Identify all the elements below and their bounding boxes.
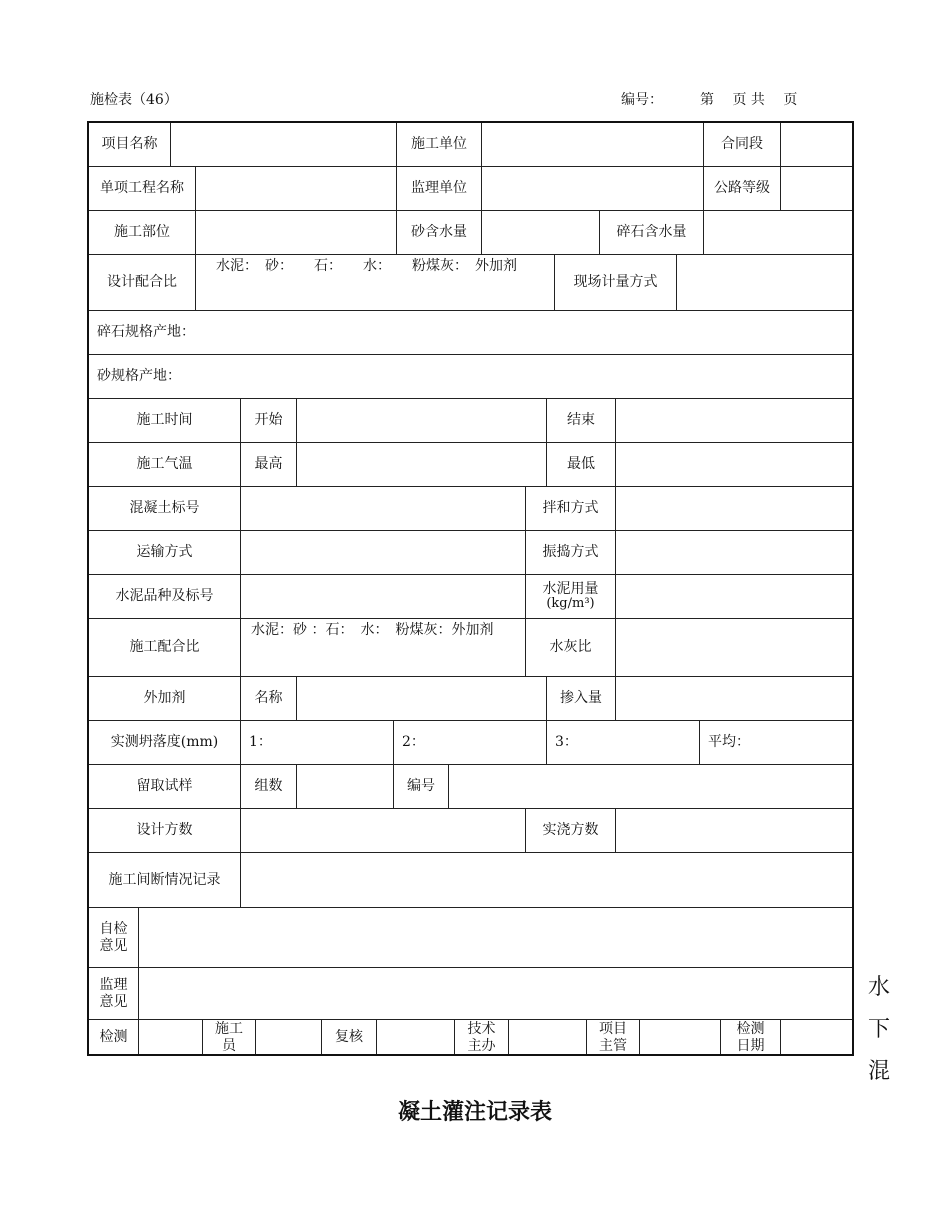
- highway-grade-label: 公路等级: [703, 166, 780, 210]
- construction-unit-label: 施工单位: [396, 122, 481, 166]
- design-mix-ratio-label: 设计配合比: [88, 254, 195, 310]
- construction-time-label: 施工时间: [88, 398, 240, 442]
- side-title-char-3: 混: [868, 1059, 891, 1084]
- inspection-date-field[interactable]: [780, 1019, 852, 1055]
- tech-lead-field[interactable]: [508, 1019, 586, 1055]
- cement-type-label: 水泥品种及标号: [88, 574, 240, 618]
- supervision-opinion-field[interactable]: [138, 967, 852, 1019]
- start-time-field[interactable]: [296, 398, 546, 442]
- self-check-field[interactable]: [138, 907, 852, 967]
- actual-volume-field[interactable]: [615, 808, 852, 852]
- transport-method-field[interactable]: [240, 530, 525, 574]
- min-temp-field[interactable]: [615, 442, 852, 486]
- inspection-date-label-line2: 日期: [736, 1037, 765, 1054]
- actual-volume-label: 实浇方数: [525, 808, 615, 852]
- worker-label-line1: 施工: [215, 1020, 243, 1037]
- contract-section-field[interactable]: [780, 122, 852, 166]
- concrete-grade-label: 混凝土标号: [88, 486, 240, 530]
- construction-mix-ratio-label: 施工配合比: [88, 618, 240, 676]
- self-check-label-line2: 意见: [99, 937, 128, 954]
- max-temp-label: 最高: [240, 442, 296, 486]
- group-count-label: 组数: [240, 764, 296, 808]
- project-manager-label-line1: 项目: [599, 1020, 627, 1037]
- admixture-label: 外加剂: [88, 676, 240, 720]
- start-label: 开始: [240, 398, 296, 442]
- construction-part-label: 施工部位: [88, 210, 195, 254]
- gravel-origin-field[interactable]: 碎石规格产地：: [88, 310, 852, 354]
- tech-lead-label-line1: 技术: [467, 1020, 496, 1037]
- highway-grade-field[interactable]: [780, 166, 852, 210]
- dosage-field[interactable]: [615, 676, 852, 720]
- tech-lead-label: [454, 1019, 508, 1055]
- cement-amount-text: 水泥用量: [542, 580, 599, 597]
- design-volume-field[interactable]: [240, 808, 525, 852]
- slump-2-field[interactable]: 2：: [393, 720, 546, 764]
- site-metering-field[interactable]: [676, 254, 852, 310]
- slump-average-field[interactable]: 平均：: [699, 720, 852, 764]
- vibration-method-field[interactable]: [615, 530, 852, 574]
- sand-origin-field[interactable]: 砂规格产地：: [88, 354, 852, 398]
- mixing-method-field[interactable]: [615, 486, 852, 530]
- samples-label: 留取试样: [88, 764, 240, 808]
- serial-number-label: 编号：: [621, 92, 663, 108]
- admixture-name-field[interactable]: [296, 676, 546, 720]
- dosage-label: 掺入量: [546, 676, 615, 720]
- supervision-opinion-label: [88, 967, 138, 1019]
- inspection-date-label: [720, 1019, 780, 1055]
- review-field[interactable]: [376, 1019, 454, 1055]
- supervision-unit-label: 监理单位: [396, 166, 481, 210]
- inspection-date-label-line1: 检测: [736, 1020, 765, 1037]
- sub-project-name-label: 单项工程名称: [88, 166, 195, 210]
- cement-amount-unit: (kg/m³): [546, 596, 595, 612]
- side-title-char-1: 水: [868, 975, 891, 1000]
- project-name-field[interactable]: [170, 122, 396, 166]
- slump-label: 实测坍落度(mm): [88, 720, 240, 764]
- project-manager-label-line2: 主管: [599, 1037, 627, 1054]
- inspector-field[interactable]: [138, 1019, 202, 1055]
- design-volume-label: 设计方数: [88, 808, 240, 852]
- project-manager-field[interactable]: [639, 1019, 720, 1055]
- tech-lead-label-line2: 主办: [467, 1037, 496, 1054]
- page-title: 凝土灌注记录表: [397, 1100, 552, 1125]
- sample-serial-field[interactable]: [448, 764, 852, 808]
- vibration-method-label: 振捣方式: [525, 530, 615, 574]
- page-count-label: 第 页 共 页: [700, 92, 798, 108]
- supervision-unit-field[interactable]: [481, 166, 703, 210]
- slump-1-field[interactable]: 1：: [240, 720, 393, 764]
- project-manager-label: [586, 1019, 639, 1055]
- site-metering-label: 现场计量方式: [554, 254, 676, 310]
- supervision-label-line1: 监理: [99, 976, 128, 993]
- side-title-char-2: 下: [868, 1017, 891, 1042]
- form-number: 施检表（46）: [90, 92, 178, 108]
- construction-temp-label: 施工气温: [88, 442, 240, 486]
- sub-project-name-field[interactable]: [195, 166, 396, 210]
- sand-moisture-label: 砂含水量: [396, 210, 481, 254]
- supervision-label-line2: 意见: [99, 993, 128, 1010]
- transport-method-label: 运输方式: [88, 530, 240, 574]
- water-cement-ratio-label: 水灰比: [525, 618, 615, 676]
- project-name-label: 项目名称: [88, 122, 170, 166]
- sand-moisture-field[interactable]: [481, 210, 599, 254]
- contract-section-label: 合同段: [703, 122, 780, 166]
- mixing-method-label: 拌和方式: [525, 486, 615, 530]
- construction-unit-field[interactable]: [481, 122, 703, 166]
- cement-amount-field[interactable]: [615, 574, 852, 618]
- gravel-moisture-field[interactable]: [703, 210, 852, 254]
- worker-field[interactable]: [255, 1019, 321, 1055]
- admixture-name-label: 名称: [240, 676, 296, 720]
- interruption-record-label: 施工间断情况记录: [88, 852, 240, 907]
- min-temp-label: 最低: [546, 442, 615, 486]
- interruption-record-field[interactable]: [240, 852, 852, 907]
- self-check-label-line1: 自检: [99, 920, 128, 937]
- gravel-moisture-label: 碎石含水量: [599, 210, 703, 254]
- group-count-field[interactable]: [296, 764, 393, 808]
- concrete-grade-field[interactable]: [240, 486, 525, 530]
- cement-amount-label: [525, 574, 615, 618]
- review-label: 复核: [321, 1019, 376, 1055]
- worker-label: [202, 1019, 255, 1055]
- water-cement-ratio-field[interactable]: [615, 618, 852, 676]
- sample-serial-label: 编号: [393, 764, 448, 808]
- end-time-field[interactable]: [615, 398, 852, 442]
- cement-type-field[interactable]: [240, 574, 525, 618]
- construction-mix-ratio-field[interactable]: 水泥：砂 ：石： 水： 粉煤灰：外加剂: [240, 618, 525, 676]
- construction-part-field[interactable]: [195, 210, 396, 254]
- max-temp-field[interactable]: [296, 442, 546, 486]
- worker-label-line2: 员: [222, 1037, 236, 1054]
- end-label: 结束: [546, 398, 615, 442]
- self-check-label: [88, 907, 138, 967]
- slump-3-field[interactable]: 3：: [546, 720, 699, 764]
- inspector-label: 检测: [88, 1019, 138, 1055]
- design-mix-ratio-field[interactable]: 水泥： 砂： 石： 水： 粉煤灰： 外加剂: [195, 254, 554, 310]
